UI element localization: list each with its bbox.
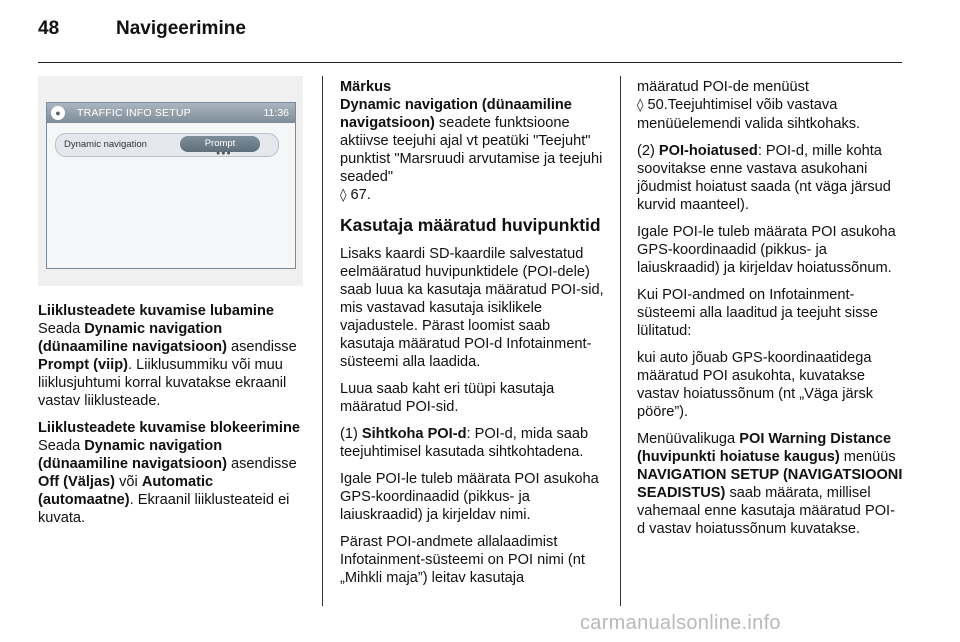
text: menüüs [839, 449, 896, 465]
screen-time: 11:36 [263, 107, 289, 119]
arrow-ref-icon: ◊ [340, 188, 347, 203]
option-label: Dynamic navigation [64, 139, 147, 150]
bold-text: Dynamic navigation (dünaamiline navigatsioon) [340, 97, 572, 131]
bold-text: Prompt (viip) [38, 357, 128, 373]
ellipsis-icon: ●●● [216, 150, 232, 157]
bold-text: Off (Väljas) [38, 474, 116, 490]
note-title: Märkus [340, 79, 392, 95]
page-header [38, 18, 246, 48]
paragraph: kui auto jõuab GPS-koordinaatidega määratud POI asukohta, kuvatakse vastav hoiatussõnum (nt „Väga järsk pööre”). [637, 350, 874, 420]
right-column [637, 78, 903, 547]
text: Menüüvalikuga [637, 431, 740, 447]
paragraph [637, 430, 903, 538]
arrow-ref-icon: ◊ [637, 98, 644, 113]
text: seadete funktsioone aktiivse teejuhi ajal vt peatüki "Teejuht" punktist "Marsruudi arvutamise ja teejuhi seaded" [340, 115, 603, 185]
text: asendisse [226, 456, 297, 472]
bold-text: Dynamic navigation (dünaamiline navigatsioon) [38, 438, 227, 472]
paragraph [637, 142, 903, 214]
chapter-title: Navigeerimine [116, 18, 246, 39]
section-heading: Kasutaja määratud huvipunktid [340, 215, 601, 235]
bold-text: Automatic (automaatne) [38, 474, 214, 508]
paragraph: Igale POI-le tuleb määrata POI asukoha GPS-koordinaadid (pikkus- ja laiuskraadid) ja kirjeldav nimi. [340, 471, 599, 523]
text: asendisse [226, 339, 297, 355]
text: määratud POI-de menüüst [637, 79, 809, 95]
watermark: carmanualsonline.info [580, 612, 781, 634]
bold-text: POI Warning Distance (huvipunkti hoiatuse kaugus) [637, 431, 892, 465]
traffic-info-figure [38, 76, 303, 286]
paragraph: Lisaks kaardi SD-kaardile salvestatud eelmääratud huvipunktidele (POI-dele) saab luua ka kasutaja määratud POI-sid, mis vastavad kasutaja isiklikele vajadustele. Pärast loomist saab kasutaja määratud POI-d Infotainment-süsteemi alla laadida. [340, 246, 604, 370]
page-number: 48 [38, 18, 60, 39]
section-heading: Liiklusteadete kuvamise blokeerimine [38, 420, 300, 436]
paragraph [637, 78, 903, 133]
middle-column [340, 78, 606, 596]
screen-display [46, 102, 296, 269]
bold-text: NAVIGATION SETUP (NAVIGATSIOONI SEADISTUS) [637, 467, 903, 501]
info-icon: ● [51, 106, 65, 120]
text: saab määrata, millisel vahemaal enne kasutaja määratud POI-d vastav hoiatussõnum kuvatakse. [637, 485, 895, 537]
page-ref: 67. [350, 187, 371, 203]
page-ref: 50. [647, 97, 668, 113]
left-column [38, 302, 303, 536]
paragraph: Luua saab kaht eri tüüpi kasutaja määratud POI-sid. [340, 381, 555, 415]
text: . Ekraanil liiklusteateid ei kuvata. [38, 492, 290, 526]
bold-text: Sihtkoha POI-d [361, 426, 467, 442]
screen-titlebar [47, 103, 295, 123]
text: : POI-d, mida saab teejuhtimisel kasutada sihtkohtadena. [340, 426, 589, 460]
bold-text: POI-hoiatused [658, 143, 758, 159]
text: (1) [340, 426, 362, 442]
text: Seada [38, 321, 85, 337]
screen-title: TRAFFIC INFO SETUP [77, 107, 191, 119]
paragraph: Pärast POI-andmete allalaadimist Infotainment-süsteemi on POI nimi (nt „Mihkli maja”) leitav kasutaja [340, 534, 585, 586]
paragraph [340, 425, 606, 461]
text: : POI-d, mille kohta soovitakse enne vastava asukohani jõudmist hoiatust saada (nt väga järsud kurvid maanteel). [637, 143, 891, 213]
header-rule [38, 62, 902, 63]
section-heading: Liiklusteadete kuvamise lubamine [38, 303, 275, 319]
text: Seada [38, 438, 85, 454]
paragraph: Kui POI-andmed on Infotainment-süsteemi alla laaditud ja teejuht sisse lülitatud: [637, 287, 878, 339]
option-value: Prompt [180, 136, 260, 152]
text: või [115, 474, 142, 490]
column-divider [322, 76, 323, 606]
column-divider [620, 76, 621, 606]
paragraph: Igale POI-le tuleb määrata POI asukoha GPS-koordinaadid (pikkus- ja laiuskraadid) ja kirjeldav hoiatussõnum. [637, 224, 896, 276]
bold-text: Dynamic navigation (dünaamiline navigatsioon) [38, 321, 227, 355]
text: (2) [637, 143, 659, 159]
paragraph [38, 320, 303, 410]
note-paragraph [340, 96, 606, 205]
dynamic-navigation-row [55, 133, 279, 157]
text: Teejuhtimisel võib vastava menüüelemendi valida sihtkohaks. [637, 97, 861, 132]
text: . Liiklusummiku või muu liiklusjuhtumi korral kuvatakse ekraanil vastav liiklusteade. [38, 357, 287, 409]
paragraph [38, 437, 303, 527]
